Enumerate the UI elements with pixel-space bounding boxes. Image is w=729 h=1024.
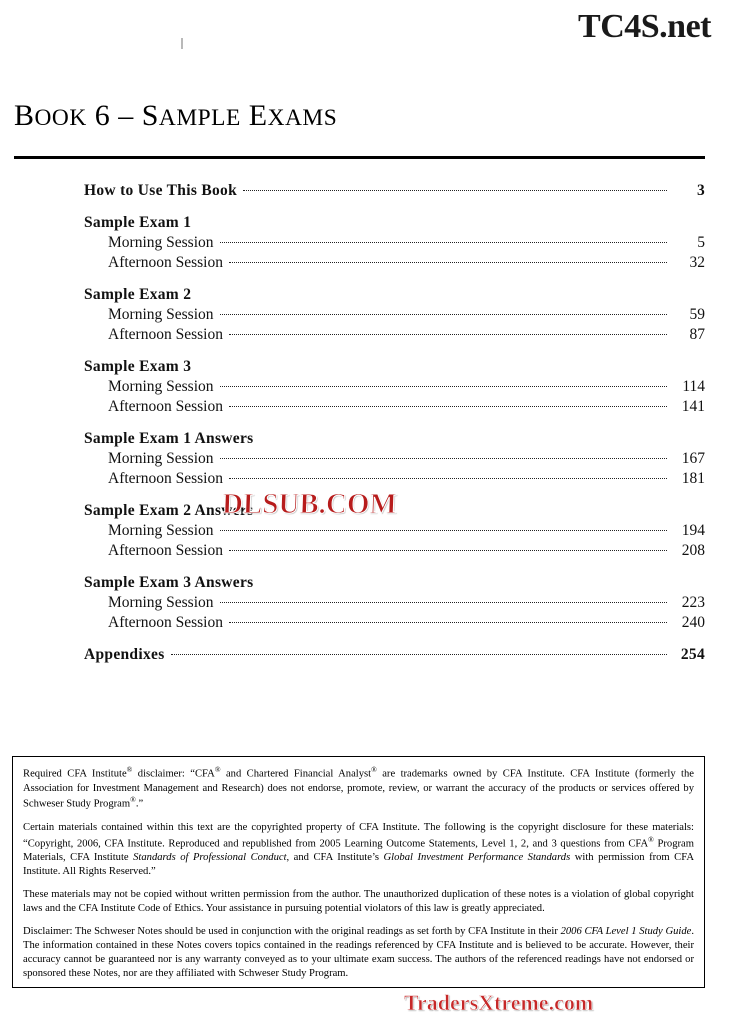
toc-leader-dots bbox=[220, 458, 668, 459]
disclaimer-paragraph-4 bbox=[23, 925, 694, 981]
toc-group-gap bbox=[84, 560, 705, 574]
toc-entry-label: Afternoon Session bbox=[108, 398, 223, 415]
table-of-contents bbox=[84, 182, 705, 664]
toc-group-gap bbox=[84, 632, 705, 646]
toc-group-gap bbox=[84, 200, 705, 214]
disclaimer-p1-c: and Chartered Financial Analyst bbox=[220, 768, 372, 780]
toc-leader-dots bbox=[220, 530, 668, 531]
toc-entry-label: Morning Session bbox=[108, 378, 214, 395]
toc-entry-page: 254 bbox=[680, 646, 705, 663]
page-title bbox=[14, 99, 337, 133]
toc-entry-label: Sample Exam 3 bbox=[84, 358, 192, 375]
toc-entry-label: Sample Exam 3 Answers bbox=[84, 574, 254, 591]
toc-entry[interactable] bbox=[84, 358, 705, 376]
toc-entry-page: 87 bbox=[689, 326, 705, 343]
toc-entry-label: Sample Exam 2 Answers bbox=[84, 502, 254, 519]
disclaimer-p1-d: are trademarks owned by CFA Institute. CFA Institute (formerly the Association for Investment Management and Research) does not endorse, promote, review, or warrant the accuracy of the products or services offered by Schweser Study Program bbox=[23, 768, 694, 810]
registered-mark-icon: ® bbox=[130, 795, 136, 805]
disclaimer-box bbox=[12, 756, 705, 988]
toc-entry-label: Appendixes bbox=[84, 646, 165, 663]
toc-leader-dots bbox=[229, 550, 667, 551]
toc-entry-label: Sample Exam 1 bbox=[84, 214, 192, 231]
toc-entry-page: 141 bbox=[681, 398, 705, 415]
title-rule bbox=[14, 156, 705, 159]
toc-entry-label: Sample Exam 1 Answers bbox=[84, 430, 254, 447]
page-speck bbox=[181, 38, 183, 49]
toc-entry[interactable] bbox=[84, 614, 705, 632]
toc-entry-label: Morning Session bbox=[108, 234, 214, 251]
disclaimer-p2-e: Global Investment Performance Standards bbox=[383, 852, 571, 864]
disclaimer-paragraph-3: These materials may not be copied without written permission from the author. The unauthorized duplication of these notes is a violation of global copyright laws and the CFA Institute Code of Ethics. Your assistance in pursuing potential violators of this law is greatly appreciated. bbox=[23, 889, 694, 915]
toc-leader-dots bbox=[220, 602, 668, 603]
toc-entry-page: 32 bbox=[689, 254, 705, 271]
toc-entry-label: Afternoon Session bbox=[108, 470, 223, 487]
toc-entry-page: 208 bbox=[681, 542, 705, 559]
toc-entry-page: 181 bbox=[681, 470, 705, 487]
toc-entry-page: 240 bbox=[681, 614, 705, 631]
toc-entry[interactable] bbox=[84, 470, 705, 488]
toc-group-gap bbox=[84, 416, 705, 430]
toc-entry-page: 194 bbox=[681, 522, 705, 539]
toc-entry[interactable] bbox=[84, 522, 705, 540]
toc-leader-dots bbox=[171, 654, 667, 655]
registered-mark-icon: ® bbox=[214, 765, 221, 774]
toc-entry-page: 5 bbox=[697, 234, 705, 251]
toc-entry-label: Afternoon Session bbox=[108, 614, 223, 631]
toc-entry[interactable] bbox=[84, 574, 705, 592]
toc-entry[interactable] bbox=[84, 450, 705, 468]
toc-entry[interactable] bbox=[84, 254, 705, 272]
disclaimer-paragraph-2 bbox=[23, 821, 694, 879]
toc-entry-label: Morning Session bbox=[108, 306, 214, 323]
disclaimer-p4-c: . The information contained in these Notes covers topics contained in the readings referenced by CFA Institute and is believed to be accurate. However, their accuracy cannot be guaranteed nor is any warranty conveyed as to your ultimate exam success. The authors of the referenced readings have not endorsed or sponsored these Notes, nor are they affiliated with Schweser Study Program. bbox=[23, 926, 694, 980]
disclaimer-p2-c: Standards of Professional Conduct bbox=[133, 852, 287, 864]
toc-entry[interactable] bbox=[84, 378, 705, 396]
watermark-tc4s: TC4S.net bbox=[578, 8, 711, 45]
toc-leader-dots bbox=[220, 314, 668, 315]
toc-entry-page: 114 bbox=[682, 378, 705, 395]
toc-entry-label: Afternoon Session bbox=[108, 542, 223, 559]
registered-mark-icon: ® bbox=[371, 765, 377, 774]
toc-entry-label: Afternoon Session bbox=[108, 254, 223, 271]
toc-entry[interactable] bbox=[84, 542, 705, 560]
disclaimer-p1-e: .” bbox=[135, 799, 144, 810]
toc-leader-dots bbox=[229, 334, 667, 335]
toc-entry-page: 223 bbox=[681, 594, 705, 611]
disclaimer-p2-b: Program Materials, CFA Institute bbox=[23, 838, 694, 864]
toc-entry[interactable] bbox=[84, 430, 705, 448]
watermark-dlsub: DLSUB.COM bbox=[221, 488, 398, 520]
toc-entry[interactable] bbox=[84, 214, 705, 232]
toc-entry[interactable] bbox=[84, 594, 705, 612]
toc-entry[interactable] bbox=[84, 234, 705, 252]
toc-entry[interactable] bbox=[84, 286, 705, 304]
toc-entry-page: 167 bbox=[681, 450, 705, 467]
toc-leader-dots bbox=[220, 386, 668, 387]
disclaimer-p2-a: Certain materials contained within this text are the copyrighted property of CFA Institute. The following is the copyright disclosure for these materials: “Copyright, 2006, CFA Institute. Reproduced and republished from 2005 Learning Outcome Statements, Level 1, 2, and 3 questions from CFA bbox=[23, 821, 694, 850]
toc-entry-label: How to Use This Book bbox=[84, 182, 237, 199]
toc-entry-page: 3 bbox=[696, 182, 705, 199]
toc-entry-label: Morning Session bbox=[108, 450, 214, 467]
disclaimer-p2-f: with permission from CFA Institute. All Rights Reserved.” bbox=[23, 852, 694, 878]
toc-entry-page: 59 bbox=[689, 306, 705, 323]
toc-leader-dots bbox=[229, 478, 667, 479]
page-title-text: BOOK 6 – SAMPLE EXAMS bbox=[14, 99, 338, 132]
disclaimer-p1-b: disclaimer: “CFA bbox=[132, 768, 215, 780]
registered-mark-icon: ® bbox=[648, 834, 654, 844]
toc-entry-label: Afternoon Session bbox=[108, 326, 223, 343]
toc-entry[interactable] bbox=[84, 326, 705, 344]
toc-leader-dots bbox=[243, 190, 667, 191]
toc-leader-dots bbox=[229, 622, 667, 623]
watermark-tradersxtreme: TradersXtreme.com bbox=[404, 990, 594, 1015]
registered-mark-icon: ® bbox=[126, 765, 133, 774]
disclaimer-p4-a: Disclaimer: The Schweser Notes should be used in conjunction with the original readings as set forth by CFA Institute in their bbox=[23, 926, 561, 938]
toc-entry-label: Morning Session bbox=[108, 522, 214, 539]
disclaimer-p4-b: 2006 CFA Level 1 Study Guide bbox=[560, 926, 692, 938]
toc-leader-dots bbox=[229, 262, 667, 263]
toc-leader-dots bbox=[229, 406, 667, 407]
disclaimer-paragraph-1 bbox=[23, 765, 694, 812]
toc-entry[interactable] bbox=[84, 646, 705, 664]
disclaimer-p2-d: , and CFA Institute’s bbox=[286, 852, 384, 864]
toc-entry-label: Morning Session bbox=[108, 594, 214, 611]
toc-entry[interactable] bbox=[84, 306, 705, 324]
disclaimer-p1-a: Required CFA Institute bbox=[23, 768, 127, 780]
toc-entry[interactable] bbox=[84, 182, 705, 200]
toc-entry-label: Sample Exam 2 bbox=[84, 286, 192, 303]
toc-group-gap bbox=[84, 344, 705, 358]
toc-group-gap bbox=[84, 272, 705, 286]
toc-leader-dots bbox=[220, 242, 668, 243]
toc-entry[interactable] bbox=[84, 398, 705, 416]
